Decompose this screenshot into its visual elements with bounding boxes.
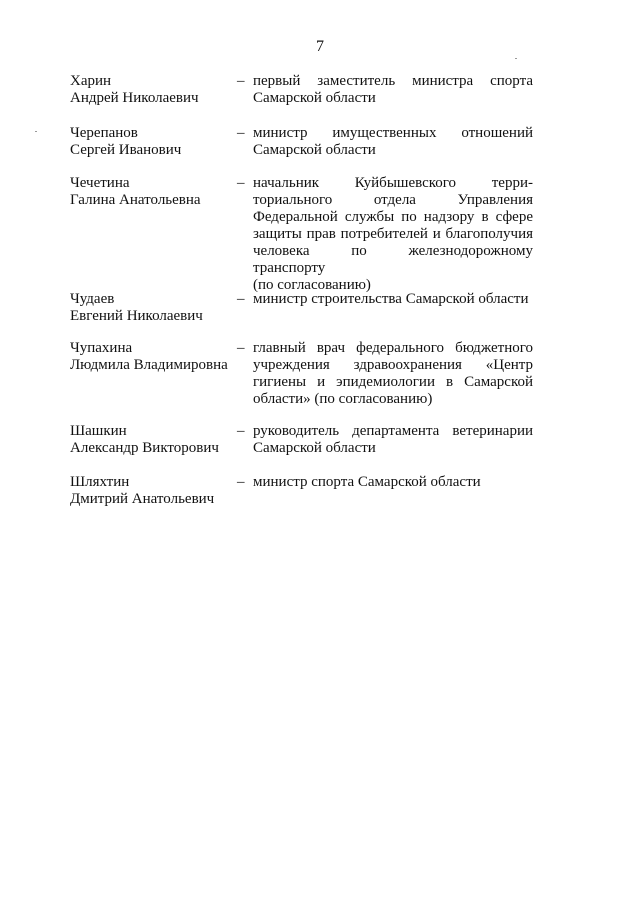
member-name (70, 175, 235, 209)
member-surname: Харин (70, 73, 112, 89)
dash-separator: – (237, 474, 245, 490)
member-given-name: Сергей Иванович (70, 142, 182, 158)
member-entry (70, 340, 540, 412)
position-line: Федеральной службы по надзору в сфере (253, 209, 533, 225)
position-line: Самарской области (253, 90, 376, 106)
member-position (253, 175, 533, 294)
member-surname: Чупахина (70, 340, 133, 356)
member-entry (70, 291, 540, 331)
position-line: начальник Куйбышевского терри- (253, 175, 533, 191)
dash-separator: – (237, 291, 245, 307)
position-line: министр имущественных отношений (253, 125, 533, 141)
page-number: 7 (316, 38, 324, 55)
position-line: Самарской области (253, 142, 376, 158)
member-surname: Чудаев (70, 291, 115, 307)
member-surname: Черепанов (70, 125, 138, 141)
member-surname: Чечетина (70, 175, 130, 191)
member-name (70, 474, 235, 508)
member-entry (70, 175, 540, 293)
position-line: руководитель департамента ветеринарии (253, 423, 533, 439)
member-entry (70, 73, 540, 113)
member-surname: Шашкин (70, 423, 127, 439)
position-line: Самарской области (253, 440, 376, 456)
position-line: министр спорта Самарской области (253, 474, 481, 490)
scan-speck (515, 58, 517, 59)
position-line: ториального отдела Управления (253, 192, 533, 208)
position-line: области» (по согласованию) (253, 391, 433, 407)
position-line: главный врач федерального бюджетного (253, 340, 533, 356)
member-given-name: Андрей Николаевич (70, 90, 199, 106)
position-line: защиты прав потребителей и благополучия (253, 226, 533, 242)
member-given-name: Александр Викторович (70, 440, 219, 456)
member-given-name: Дмитрий Анатольевич (70, 491, 215, 507)
dash-separator: – (237, 73, 245, 89)
position-line: человека по железнодорожному транспорту (253, 243, 533, 276)
member-position (253, 291, 533, 308)
dash-separator: – (237, 175, 245, 191)
member-entry (70, 125, 540, 165)
position-line: (по согласованию) (253, 277, 371, 293)
member-name (70, 73, 235, 107)
scan-speck (35, 131, 37, 132)
member-given-name: Людмила Владимировна (70, 357, 228, 373)
member-entry (70, 474, 540, 514)
member-name (70, 125, 235, 159)
member-position (253, 474, 533, 491)
member-name (70, 291, 235, 325)
member-name (70, 423, 235, 457)
member-entry (70, 423, 540, 463)
member-surname: Шляхтин (70, 474, 130, 490)
member-given-name: Евгений Николаевич (70, 308, 203, 324)
position-line: первый заместитель министра спорта (253, 73, 533, 89)
member-given-name: Галина Анатольевна (70, 192, 201, 208)
member-name (70, 340, 235, 374)
member-position (253, 73, 533, 107)
position-line: министр строительства Самарской области (253, 291, 529, 307)
position-line: гигиены и эпидемиологии в Самарской (253, 374, 533, 390)
position-line: учреждения здравоохранения «Центр (253, 357, 533, 373)
dash-separator: – (237, 340, 245, 356)
member-position (253, 125, 533, 159)
member-position (253, 423, 533, 457)
member-position (253, 340, 533, 408)
dash-separator: – (237, 125, 245, 141)
dash-separator: – (237, 423, 245, 439)
